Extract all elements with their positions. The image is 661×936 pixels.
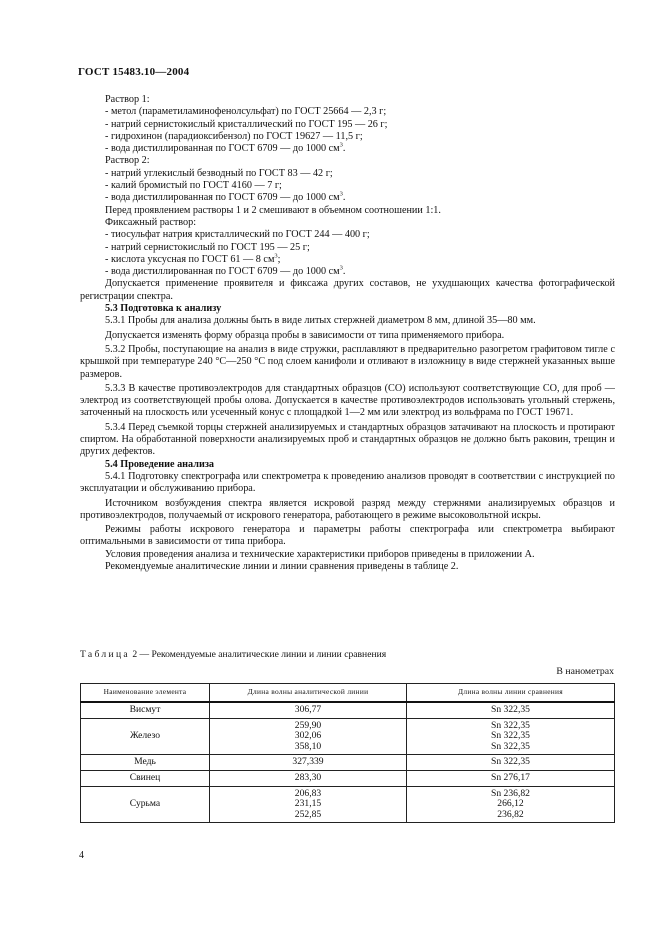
column-header: Длина волны аналитической линии [210, 684, 407, 703]
fixer-label: Фиксажный раствор: [105, 216, 197, 228]
list-item: - тиосульфат натрия кристаллический по ГОСТ 244 — 400 г; [105, 229, 370, 241]
list-item: - кислота уксусная по ГОСТ 61 — 8 $см^3$; [105, 252, 281, 265]
list-item: - вода дистиллированная по ГОСТ 6709 — до 1000 $см^3$. [105, 264, 346, 278]
paragraph: Условия проведения анализа и технические характеристики приборов приведены в приложении А. [105, 548, 535, 560]
list-item: - гидрохинон (парадиоксибензол) по ГОСТ 19627 — 11,5 г; [105, 130, 363, 142]
paragraph: 5.3.3 В качестве противоэлектродов для стандартных образцов (СО) используют соответствующие СО, для проб — электрод из соответствующей пробы олова. Допускается в качестве противоэлектродов использовать угольный стержень, заточенный на плоскость или усеченный конус с площадкой 1—2 мм или электрод из вольфрама по ГОСТ 19671. [80, 382, 615, 419]
paragraph: 5.3.1 Пробы для анализа должны быть в виде литых стержней диаметром 8 мм, длиной 35—80 мм. [105, 315, 536, 327]
solution1-label: Раствор 1: [105, 94, 150, 105]
column-header: Наименование элемента [81, 684, 210, 703]
paragraph: 5.3.2 Пробы, поступающие на анализ в виде стружки, расплавляют в предварительно разогретом графитовом тигле с крышкой при температуре 240 °С—250 °С под слоем канифоли и отливают в изложницу в виде стержней указанных выше размеров. [80, 343, 615, 380]
list-item: - натрий сернистокислый по ГОСТ 195 — 25 г; [105, 241, 310, 253]
table-row: Свинец 283,30 Sn 276,17 [81, 770, 615, 786]
paragraph: Источником возбуждения спектра является искровой разряд между стержнями анализируемых образцов и противоэлектродов, получаемый от искрового генератора, работающего в режиме высоковольтной искры. [80, 497, 615, 521]
list-item: - натрий углекислый безводный по ГОСТ 83 — 42 г; [105, 167, 333, 179]
solution2-label: Раствор 2: [105, 155, 150, 167]
list-item: - вода дистиллированная по ГОСТ 6709 — до 1000 $см^3$. [105, 190, 346, 204]
paragraph: Режимы работы искрового генератора и параметры работы спектрографа или спектрометра выбирают оптимальными в зависимости от типа прибора. [80, 524, 615, 548]
table-units: В нанометрах [556, 666, 614, 677]
page-number: 4 [79, 850, 84, 861]
table-row: Железо 259,90 302,06 358,10 Sn 322,35 Sn 322,35 Sn 322,35 [81, 718, 615, 755]
mix-instruction: Перед проявлением растворы 1 и 2 смешивают в объемном соотношении 1:1. [105, 204, 441, 216]
table-row: Сурьма 206,83 231,15 252,85 Sn 236,82 266,12 236,82 [81, 786, 615, 823]
table-row: Висмут 306,77 Sn 322,35 [81, 702, 615, 718]
wavelength-table [80, 683, 615, 823]
column-header: Длина волны линии сравнения [407, 684, 615, 703]
table-row: Медь 327,339 Sn 322,35 [81, 755, 615, 771]
section-heading: 5.4 Проведение анализа [105, 458, 215, 470]
table-caption: Таблица 2 — Рекомендуемые аналитические линии и линии сравнения [80, 649, 387, 660]
paragraph: Допускается применение проявителя и фиксажа других составов, не ухудшающих качества фотографической регистрации спектра. [80, 278, 615, 302]
list-item: - натрий сернистокислый кристаллический по ГОСТ 195 — 26 г; [105, 118, 388, 130]
paragraph: Рекомендуемые аналитические линии и линии сравнения приведены в таблице 2. [105, 560, 459, 572]
list-item: - калий бромистый по ГОСТ 4160 — 7 г; [105, 180, 282, 192]
paragraph: Допускается изменять форму образца пробы в зависимости от типа применяемого прибора. [105, 329, 505, 341]
list-item: - метол (параметиламинофенолсульфат) по ГОСТ 25664 — 2,3 г; [105, 106, 387, 118]
running-header: ГОСТ 15483.10—2004 [78, 66, 190, 78]
body-text [80, 94, 615, 573]
paragraph: 5.3.4 Перед съемкой торцы стержней анализируемых и стандартных образцов затачивают на плоскость и протирают спиртом. На обработанной поверхности анализируемых проб и стандартных образцов не должно быть раковин, трещин и других дефектов. [80, 421, 615, 458]
paragraph: 5.4.1 Подготовку спектрографа или спектрометра к проведению анализов проводят в соответствии с инструкцией по эксплуатации и обслуживанию прибора. [80, 470, 615, 495]
list-item: - вода дистиллированная по ГОСТ 6709 — до 1000 $см^3$. [105, 141, 346, 155]
section-heading: 5.3 Подготовка к анализу [105, 303, 222, 315]
